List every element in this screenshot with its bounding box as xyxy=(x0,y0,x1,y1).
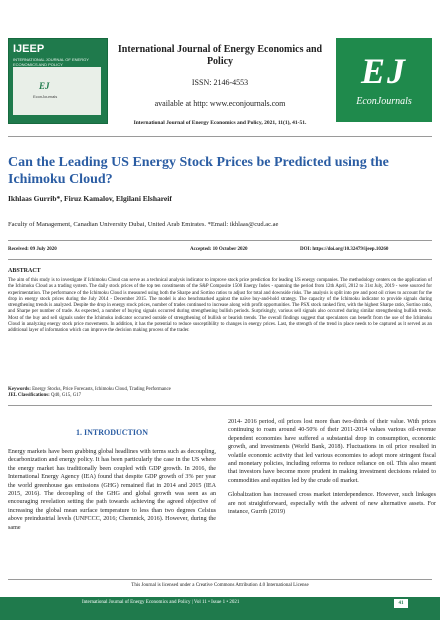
cover-title: IJEEP xyxy=(13,43,45,55)
keywords-label: Keywords: xyxy=(8,387,31,392)
affiliation: Faculty of Management, Canadian University Dubai, United Arab Emirates. *Email: ikhlaas@cud.ac.ae xyxy=(8,221,279,228)
jel-label: JEL Classifications: xyxy=(8,393,50,398)
divider xyxy=(8,240,432,241)
running-head: International Journal of Energy Economics and Policy | Vol 11 • Issue 1 • 2021 xyxy=(82,600,240,605)
section-heading-introduction: 1. INTRODUCTION xyxy=(75,428,148,437)
body-paragraph: Globalization has increased cross market interdependence. However, such linkages are not straightforward, especially with the advent of new alternative assets. For instance, Gurrib (2019) xyxy=(228,492,436,516)
cover-band xyxy=(13,67,101,115)
cover-logo-text: EJ xyxy=(39,81,50,91)
journal-website[interactable]: available at http: www.econjournals.com xyxy=(154,99,286,108)
divider xyxy=(8,259,432,260)
body-paragraph: 2014- 2016 period, oil prices lost more than two-thirds of their value. With prices continuing to roam around 40-50% of their 2011-2014 values various oil-revenue dependent economies have suffered a substantial drop in consumption, economic growth, and investments (World Bank, 2018). Fluctuations in oil price resulted in volatile economic activity that led various economies to adopt more stringent fiscal and monetary policies, including reforms to reduce reliance on oil. This also meant that investors have become more prudent in making investment decisions related to commodities and equities led by the crude oil market. xyxy=(228,419,436,484)
abstract-heading: ABSTRACT xyxy=(8,268,41,274)
cover-logo-sub: EconJournals xyxy=(33,94,58,99)
doi-link[interactable]: DOI: https://doi.org/10.32479/ijeep.10260 xyxy=(300,247,389,252)
journal-cover-thumbnail xyxy=(8,38,108,124)
authors: Ikhlaas Gurrib*, Firuz Kamalov, Elgilani Elshareif xyxy=(8,194,172,203)
accepted-date: Accepted: 10 October 2020 xyxy=(190,247,248,252)
page-number: 41 xyxy=(394,599,408,608)
keywords: Energy Stocks, Price Forecasts, Ichimoku Cloud, Trading Performance xyxy=(32,387,171,392)
issn: ISSN: 2146-4553 xyxy=(191,78,249,87)
received-date: Received: 09 July 2020 xyxy=(8,247,57,252)
jel-codes: Q40, G15, G17 xyxy=(50,393,82,398)
divider xyxy=(8,579,432,580)
logo-sub: EconJournals xyxy=(356,96,412,107)
paper-title: Can the Leading US Energy Stock Prices be Predicted using the Ichimoku Cloud? xyxy=(8,155,389,187)
divider xyxy=(8,136,432,137)
cover-subtitle: INTERNATIONAL JOURNAL OF ENERGY ECONOMICS AND POLICY xyxy=(13,57,89,67)
citation-line: International Journal of Energy Economics and Policy, 2021, 11(1), 41-51. xyxy=(133,120,307,126)
keywords-block xyxy=(8,387,432,399)
footer-bar xyxy=(0,597,440,620)
journal-title: International Journal of Energy Economics and Policy xyxy=(117,44,323,67)
econjournals-logo xyxy=(336,38,432,122)
body-column-left: Energy markets have been grabbing global headlines with terms such as decoupling, decarbonization and energy policy. It has been particularly the case in the US where the energy market has traditionally been coupled with GDP growth. In 2016, the International Energy Agency (IEA) found that despite GDP growth of 3% per year the world greenhouse gas emissions (GHG) remained flat in 2014 and 2015 (IEA 2015, 2016). The decoupling of the GHG and global growth was seen as an encouraging revelation setting the path towards achieving the agreed objective of increasing the global mean surface temperature to less than two degrees Celsius above preindustrial levels (UNFCCC, 2016; Chemnick, 2016). However, during the same xyxy=(8,449,216,531)
license-note: This Journal is licensed under a Creative Commons Attribution 4.0 International License xyxy=(131,583,309,588)
divider xyxy=(8,405,432,406)
logo-main: EJ xyxy=(360,51,407,91)
body-column-right xyxy=(228,418,436,522)
abstract-text: The aim of this study is to investigate if Ichimoku Cloud can serve as a technical analysis indicator to improve stock price prediction for leading US energy companies. The methodology centers on the application of the Ichimoku Cloud as a trading system. The daily stock prices of the top ten constituents of the S&P Composite 1500 Energy Index - spanning the period from 12th April, 2012 to 31st July, 2019 - were sourced for experimentation. The performance of the Ichimoku Cloud is measured using both the Sharpe and Sortino ratios to adjust for total and downside risks. The analysis is split into pre and post oil crises to account for the drop in energy stock prices during the July 2014 - December 2015. The model is also benchmarked against the naïve buy-and-hold strategy. The capacity of the Ichimoku indicator to provide signals during strengthening trends is analyzed. Despite the drop in energy stock prices, number of trades continued to increase along with profit opportunities. The PSX stock ranked first, with the highest Sharpe ratio, Sortino ratio, and Sharpe per number of trade. As expected, a number of buying signals occurred during strengthening bullish periods. Surprisingly, various sell signals also occurred during similar strengthening bullish trends. Most of the buy and sell signals under the Ichimoku indicator occurred outside of strengthening of bullish or bearish trends. The overall findings suggest that speculators can benefit from the use of the Ichimoku Cloud in analyzing energy stock price movements. In addition, it has the potential to reduce susceptibility to changes in energy prices. Last, the strength of the trend in place needs to be captured as it served as an additional layer of information which can improve the decision making process of the trader. xyxy=(8,278,432,334)
